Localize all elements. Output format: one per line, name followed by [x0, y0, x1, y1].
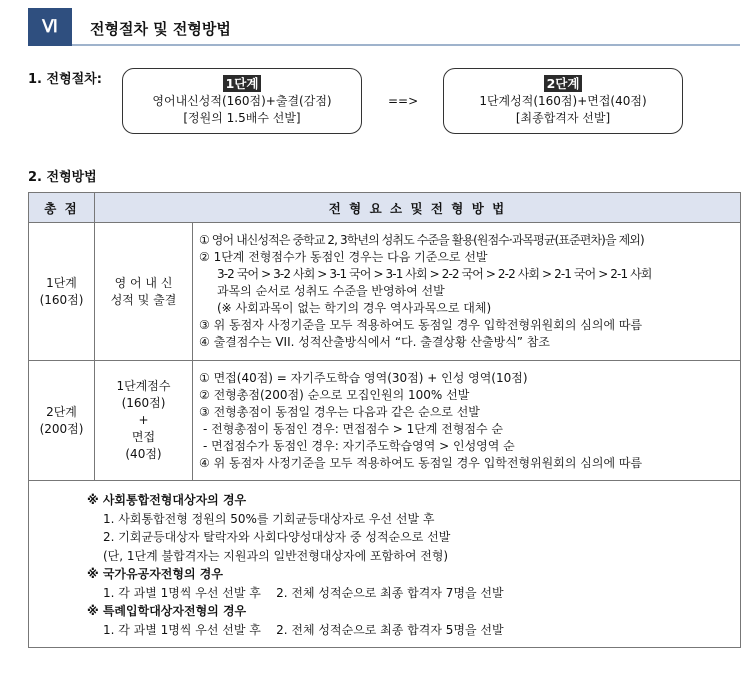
- step1-tag: 1단계: [223, 75, 262, 92]
- table-row-notes: [29, 481, 741, 648]
- table-row-stage1: [29, 223, 741, 361]
- header-score: 총 점: [29, 193, 95, 223]
- stage2-item: - 면접점수가 동점인 경우: 자기주도학습영역 > 인성영역 순: [203, 438, 515, 453]
- step1-line2: [정원의 1.5배수 선발]: [183, 111, 301, 125]
- stage1-description: [193, 223, 741, 361]
- procedure-label: 1. 전형절차:: [28, 72, 102, 87]
- step2-tag: 2단계: [544, 75, 583, 92]
- step2-line1: 1단계성적(160점)+면접(40점): [479, 94, 647, 108]
- stage2-element-line1: 1단계점수: [116, 379, 171, 393]
- step1-box: [122, 68, 362, 134]
- method-label: 2. 전형방법: [28, 170, 97, 185]
- veteran-note-line: 1. 각 과별 1명씩 우선 선발 후 2. 전체 성적순으로 최종 합격자 7명을 선발: [103, 585, 504, 600]
- section-underline: [72, 44, 740, 46]
- social-note-title: ※ 사회통합전형대상자의 경우: [87, 493, 247, 507]
- stage1-item: ② 1단계 전형점수가 동점인 경우는 다음 기준으로 선발: [199, 250, 488, 264]
- stage1-element-line2: 성적 및 출결: [110, 292, 177, 307]
- stage1-score: [29, 223, 95, 361]
- stage2-item: ③ 전형총점이 동점일 경우는 다음과 같은 순으로 선발: [199, 404, 480, 419]
- step2-line2: [최종합격자 선발]: [515, 111, 611, 125]
- section-title: 전형절차 및 전형방법: [90, 20, 231, 38]
- stage1-item: ① 영어 내신성적은 중학교 2, 3학년의 성취도 수준을 활용(원점수·과목평균(표준편차)을 제외): [199, 233, 644, 247]
- stage1-element-line1: 영 어 내 신: [114, 275, 173, 290]
- social-note-line: (단, 1단계 불합격자는 지원과의 일반전형대상자에 포함하여 전형): [103, 548, 449, 563]
- procedure-arrow: ==>: [388, 94, 419, 108]
- stage1-score-line2: (160점): [39, 292, 84, 307]
- special-note-line: 1. 각 과별 1명씩 우선 선발 후 2. 전체 성적순으로 최종 합격자 5명을 선발: [103, 622, 504, 637]
- table-header-row: [29, 193, 741, 223]
- notes-cell: [29, 481, 741, 648]
- header-content: 전 형 요 소 및 전 형 방 법: [95, 193, 741, 223]
- stage2-element-line4: 면접: [131, 430, 156, 444]
- veteran-note-title: ※ 국가유공자전형의 경우: [87, 567, 223, 581]
- stage2-item: ④ 위 동점자 사정기준을 모두 적용하여도 동점일 경우 입학전형위원회의 심의에 따름: [199, 455, 643, 470]
- stage1-item: ③ 위 동점자 사정기준을 모두 적용하여도 동점일 경우 입학전형위원회의 심의에 따름: [199, 318, 643, 332]
- step2-box: [443, 68, 683, 134]
- stage2-element-line3: +: [138, 413, 149, 427]
- stage1-item: 3-2 국어 > 3-2 사회 > 3-1 국어 > 3-1 사회 > 2-2 국어 > 2-2 사회 > 2-1 국어 > 2-1 사회: [217, 267, 652, 281]
- stage2-element-line5: (40점): [125, 447, 162, 461]
- stage1-element: [95, 223, 193, 361]
- stage1-score-line1: 1단계: [46, 275, 77, 290]
- step1-line1: 영어내신성적(160점)+출결(감점): [152, 94, 332, 108]
- stage1-item: ④ 출결점수는 VII. 성적산출방식에서 “다. 출결상황 산출방식” 참조: [199, 335, 551, 349]
- section-number: Ⅵ: [28, 8, 72, 46]
- stage2-item: - 전형총점이 동점인 경우: 면접점수 > 1단계 전형점수 순: [203, 421, 504, 436]
- section-header: [28, 8, 740, 46]
- stage1-item: (※ 사회과목이 없는 학기의 경우 역사과목으로 대체): [217, 301, 492, 315]
- stage2-description: [193, 361, 741, 481]
- stage2-element-line2: (160점): [121, 396, 166, 410]
- stage2-score-line1: 2단계: [46, 404, 77, 419]
- stage2-element: [95, 361, 193, 481]
- stage1-item: 과목의 순서로 성취도 수준을 반영하여 선발: [217, 284, 445, 298]
- special-note-title: ※ 특례입학대상자전형의 경우: [87, 604, 247, 618]
- method-table: [28, 192, 741, 648]
- stage2-item: ② 전형총점(200점) 순으로 모집인원의 100% 선발: [199, 387, 470, 402]
- stage2-score-line2: (200점): [39, 421, 84, 436]
- stage2-score: [29, 361, 95, 481]
- stage2-item: ① 면접(40점) = 자기주도학습 영역(30점) + 인성 영역(10점): [199, 370, 528, 385]
- social-note-line: 2. 기회균등대상자 탈락자와 사회다양성대상자 중 성적순으로 선발: [103, 530, 451, 544]
- table-row-stage2: [29, 361, 741, 481]
- social-note-line: 1. 사회통합전형 정원의 50%를 기회균등대상자로 우선 선발 후: [103, 511, 435, 526]
